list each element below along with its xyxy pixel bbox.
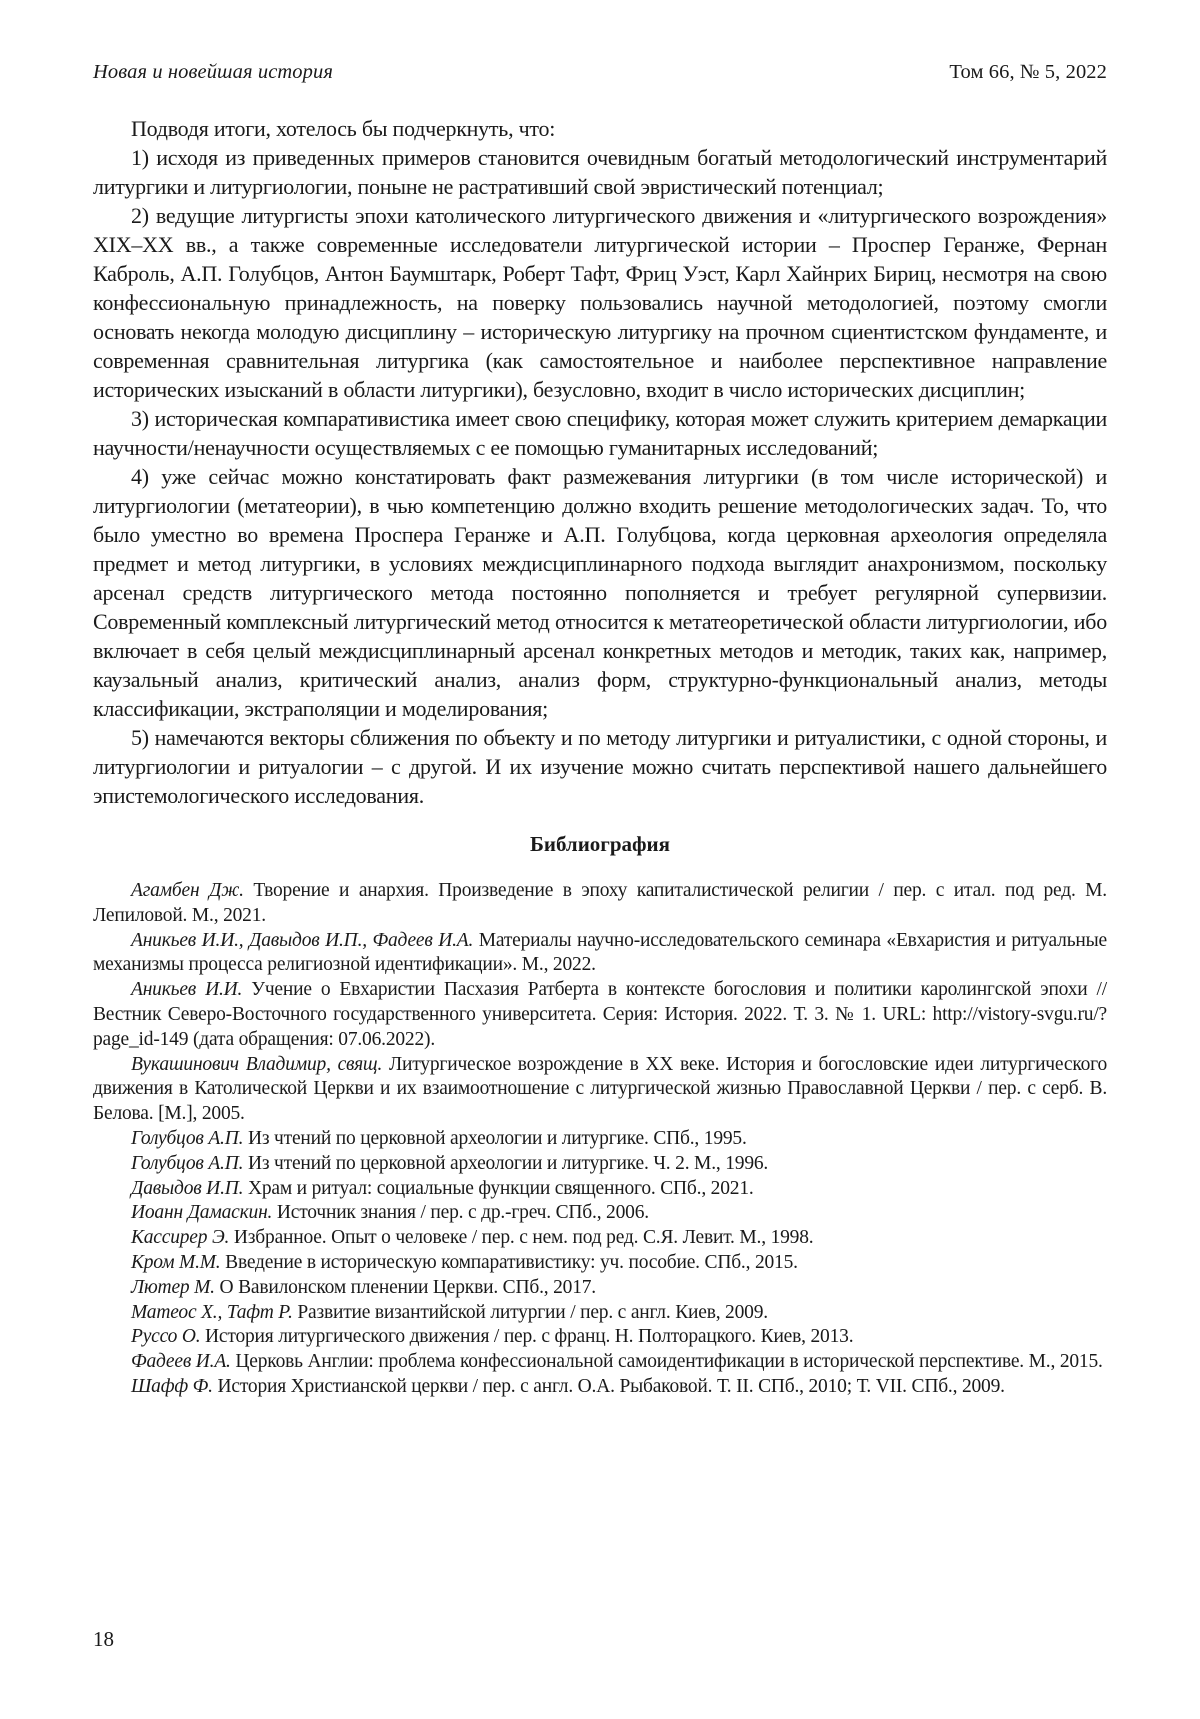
entry-text: Литургическое возрождение в XX веке. История и богословские идеи литургического движения в Католической Церкви и их взаимоотношение с литургической жизнью Православной Церкви / пер. с серб. В. Белова. [М.], 2005. — [93, 1053, 1108, 1125]
entry-authors: Аникьев И.И., Давыдов И.П., Фадеев И.А. — [131, 929, 474, 951]
entry-text: Творение и анархия. Произведение в эпоху капиталистической религии / пер. с итал. под ред. М. Лепиловой. М., 2021. — [93, 880, 1107, 926]
bibliography-entry — [93, 1127, 1107, 1152]
body-paragraph-point-5: 5) намечаются векторы сближения по объекту и по методу литургики и ритуалистики, с одной стороны, и литургиологии и ритуалогии – с другой. И их изучение можно считать перспективой нашего дальнейшего эпистемологического исследования. — [93, 725, 1107, 808]
article-body — [93, 114, 1107, 810]
bibliography-heading: Библиография — [529, 832, 671, 856]
entry-text: Развитие византийской литургии / пер. с англ. Киев, 2009. — [292, 1301, 768, 1323]
entry-authors: Вукашинович Владимир, свящ. — [131, 1053, 383, 1075]
entry-authors: Давыдов И.П. — [131, 1177, 244, 1199]
entry-authors: Иоанн Дамаскин. — [131, 1202, 273, 1224]
bibliography-entry — [93, 1201, 1107, 1226]
page-content — [93, 60, 1107, 1400]
issue-info: Том 66, № 5, 2022 — [949, 61, 1107, 83]
entry-authors: Аникьев И.И. — [131, 979, 243, 1001]
entry-authors: Фадеев И.А. — [131, 1351, 231, 1373]
page-number: 18 — [93, 1627, 114, 1651]
entry-text: Храм и ритуал: социальные функции священного. СПб., 2021. — [243, 1177, 754, 1199]
bibliography-entry — [93, 1375, 1107, 1400]
bibliography-entry — [93, 929, 1107, 979]
body-paragraph-intro: Подводя итоги, хотелось бы подчеркнуть, что: — [131, 116, 556, 141]
body-paragraph-point-2: 2) ведущие литургисты эпохи католического литургического движения и «литургического возрождения» XIX–XX вв., а также современные исследователи литургической истории – Проспер Геранже, Фернан Каброль, А.П. Голубцов, Антон Баумштарк, Роберт Тафт, Фриц Уэст, Карл Хайнрих Бириц, несмотря на свою конфессиональную принадлежность, на поверку пользовались научной методологией, поэтому смогли основать некогда молодую дисциплину – историческую литургику на прочном сциентистском фундаменте, и современная сравнительная литургика (как самостоятельное и наиболее перспективное направление исторических изысканий в области литургики), безусловно, входит в число исторических дисциплин; — [93, 203, 1107, 402]
entry-authors: Агамбен Дж. — [131, 880, 244, 901]
journal-title: Новая и новейшая история — [93, 61, 333, 83]
entry-text: Учение о Евхаристии Пасхазия Ратберта в контексте богословия и политики каролингской эпохи // Вестник Северо-Восточного государственного университета. Серия: История. 2022. Т. 3. № 1. URL: http://vistory-svgu.ru/?page_id-149 (дата обращения: 07.06.2022). — [93, 979, 1107, 1050]
entry-text: Церковь Англии: проблема конфессиональной самоидентификации в исторической перспективе. М., 2015. — [230, 1351, 1103, 1373]
entry-authors: Шафф Ф. — [131, 1375, 213, 1397]
entry-authors: Голубцов А.П. — [131, 1152, 244, 1174]
entry-authors: Голубцов А.П. — [131, 1127, 244, 1149]
entry-authors: Кром М.М. — [131, 1251, 221, 1273]
body-paragraph-point-4: 4) уже сейчас можно констатировать факт размежевания литургики (в том числе исторической) и литургиологии (метатеории), в чью компетенцию должно входить решение методологических задач. То, что было уместно во времена Проспера Геранже и А.П. Голубцова, когда церковная археология определяла предмет и метод литургики, в условиях междисциплинарного подхода выглядит анахронизмом, поскольку арсенал средств литургического метода постоянно пополняется и требует регулярной супервизии. Современный комплексный литургический метод относится к метатеоретической области литургиологии, ибо включает в себя целый междисциплинарный арсенал конкретных методов и методик, таких как, например, каузальный анализ, критический анализ, анализ форм, структурно-функциональный анализ, методы классификации, экстраполяции и моделирования; — [93, 464, 1107, 721]
bibliography-entry — [93, 1152, 1107, 1177]
bibliography-entry — [93, 879, 1107, 929]
entry-text: Введение в историческую компаративистику: уч. пособие. СПб., 2015. — [220, 1251, 798, 1273]
bibliography-list — [93, 879, 1107, 1400]
bibliography-entry — [93, 1350, 1107, 1375]
entry-text: Материалы научно-исследовательского семинара «Евхаристия и ритуальные механизмы процесса религиозной идентификации». М., 2022. — [93, 929, 1107, 976]
bibliography-entry — [93, 1276, 1107, 1301]
body-paragraph-point-1: 1) исходя из приведенных примеров становится очевидным богатый методологический инструментарий литургики и литургиологии, поныне не растративший свой эвристический потенциал; — [93, 145, 1107, 199]
entry-text: О Вавилонском пленении Церкви. СПб., 2017. — [214, 1276, 596, 1298]
entry-text: Из чтений по церковной археологии и литургике. Ч. 2. М., 1996. — [243, 1152, 769, 1174]
entry-authors: Матеос Х., Тафт Р. — [131, 1301, 293, 1323]
entry-authors: Лютер М. — [131, 1276, 215, 1298]
bibliography-entry — [93, 1251, 1107, 1276]
entry-text: Источник знания / пер. с др.-греч. СПб., 2006. — [272, 1202, 649, 1224]
bibliography-entry — [93, 1177, 1107, 1202]
entry-text: Избранное. Опыт о человеке / пер. с нем. под ред. С.Я. Левит. М., 1998. — [229, 1227, 814, 1249]
running-header — [93, 60, 1107, 85]
bibliography-entry — [93, 1325, 1107, 1350]
entry-text: История литургического движения / пер. с франц. Н. Полторацкого. Киев, 2013. — [200, 1326, 854, 1348]
bibliography-entry — [93, 1226, 1107, 1251]
entry-text: История Христианской церкви / пер. с англ. О.А. Рыбаковой. Т. II. СПб., 2010; Т. VII. СПб., 2009. — [212, 1375, 1005, 1397]
entry-authors: Руссо О. — [131, 1326, 201, 1348]
bibliography-entry — [93, 978, 1107, 1052]
bibliography-entry — [93, 1301, 1107, 1326]
entry-authors: Кассирер Э. — [131, 1227, 230, 1249]
bibliography-entry — [93, 1053, 1107, 1127]
entry-text: Из чтений по церковной археологии и литургике. СПб., 1995. — [243, 1127, 747, 1149]
body-paragraph-point-3: 3) историческая компаративистика имеет свою специфику, которая может служить критерием демаркации научности/ненаучности осуществляемых с ее помощью гуманитарных исследований; — [93, 406, 1107, 460]
